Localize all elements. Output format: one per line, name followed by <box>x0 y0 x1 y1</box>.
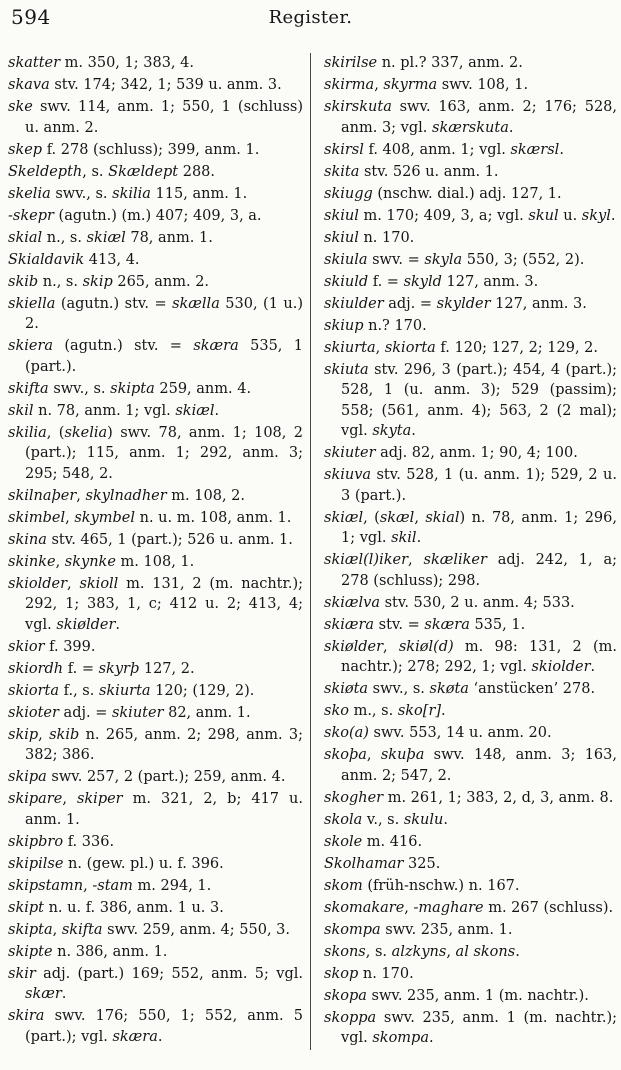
index-entry: skoþa, skuþa swv. 148, anm. 3; 163, anm. 2; 547, 2. <box>324 747 617 784</box>
index-entry: skir adj. (part.) 169; 552, anm. 5; vgl. skær. <box>8 965 303 1002</box>
index-entry: skioter adj. = skiuter 82, anm. 1. <box>8 704 251 721</box>
index-entry: skatter m. 350, 1; 383, 4. <box>8 55 194 71</box>
index-entry: skelia swv., s. skilia 115, anm. 1. <box>8 185 248 202</box>
index-entry: skomakare, -maghare m. 267 (schluss). <box>324 899 614 916</box>
index-entry: skimbel, skymbel n. u. m. 108, anm. 1. <box>8 509 292 526</box>
page-title: Register. <box>268 7 353 28</box>
index-entry: skep f. 278 (schluss); 399, anm. 1. <box>8 141 260 158</box>
index-entry: sko(a) swv. 553, 14 u. anm. 20. <box>324 725 552 741</box>
index-entry: skava stv. 174; 342, 1; 539 u. anm. 3. <box>8 77 282 93</box>
index-entry: skipilse n. (gew. pl.) u. f. 396. <box>8 855 224 872</box>
index-entry: skipare, skiper m. 321, 2, b; 417 u. anm. 1. <box>8 791 303 828</box>
index-entry: skira swv. 176; 550, 1; 552, anm. 5 (part.); vgl. skæra. <box>8 1008 303 1045</box>
index-entry: skiera (agutn.) stv. = skæra 535, 1 (part.). <box>8 338 303 375</box>
index-entry: skiuta stv. 296, 3 (part.); 454, 4 (part.); 528, 1 (u. anm. 3); 529 (passim); 558; (561, anm. 4); 563, 2 (2 mal); vgl. skyta. <box>324 361 617 439</box>
index-entry: skilia, (skelia) swv. 78, anm. 1; 108, 2 (part.); 115, anm. 1; 292, anm. 3; 295; 548, 2. <box>8 424 303 482</box>
index-entry: skoppa swv. 235, anm. 1 (m. nachtr.); vgl. skompa. <box>324 1009 617 1046</box>
index-entry: skina stv. 465, 1 (part.); 526 u. anm. 1. <box>8 531 293 548</box>
index-entry: skil n. 78, anm. 1; vgl. skiæl. <box>8 402 220 419</box>
index-entry: skiulder adj. = skylder 127, anm. 3. <box>324 295 587 312</box>
index-entry: skole m. 416. <box>324 833 423 850</box>
index-entry: ske swv. 114, anm. 1; 550, 1 (schluss) u. anm. 2. <box>8 99 303 136</box>
index-entry: skior f. 399. <box>8 638 96 655</box>
index-entry: skiolder, skioll m. 131, 2 (m. nachtr.); 292, 1; 383, 1, c; 412 u. 2; 413, 4; vgl. skiølder. <box>8 575 303 633</box>
index-entry: Skeldepth, s. Skældept 288. <box>8 163 216 180</box>
index-entry: skompa swv. 235, anm. 1. <box>324 921 513 938</box>
index-entry: skiurta, skiorta f. 120; 127, 2; 129, 2. <box>324 339 599 356</box>
index-entry: skiølder, skiøl(d) m. 98: 131, 2 (m. nachtr.); 278; 292, 1; vgl. skiolder. <box>324 638 617 675</box>
index-entry: skipa swv. 257, 2 (part.); 259, anm. 4. <box>8 769 286 785</box>
index-entry: skiordh f. = skyrþ 127, 2. <box>8 660 195 677</box>
index-entry: Skialdavik 413, 4. <box>8 251 140 268</box>
index-entry: skiælva stv. 530, 2 u. anm. 4; 533. <box>324 594 575 611</box>
index-entry: skial n., s. skiæl 78, anm. 1. <box>8 229 213 246</box>
index-entry: skirsl f. 408, anm. 1; vgl. skærsl. <box>324 141 564 158</box>
index-entry: skiul n. 170. <box>324 229 415 246</box>
index-entry: skifta swv., s. skipta 259, anm. 4. <box>8 380 252 397</box>
index-column-right <box>311 53 617 1050</box>
index-entry: sko m., s. sko[r]. <box>324 703 446 719</box>
index-entry: Skolhamar 325. <box>324 855 441 872</box>
index-entry: skipstamn, -stam m. 294, 1. <box>8 877 212 894</box>
index-entry: skiula swv. = skyla 550, 3; (552, 2). <box>324 251 585 268</box>
index-entry: skom (früh-nschw.) n. 167. <box>324 877 520 894</box>
index-entry: skiuter adj. 82, anm. 1; 90, 4; 100. <box>324 445 578 461</box>
index-entry: skilnaþer, skylnadher m. 108, 2. <box>8 487 245 504</box>
index-entry: skogher m. 261, 1; 383, 2, d, 3, anm. 8. <box>324 789 614 806</box>
page-header <box>0 0 621 45</box>
index-entry: skip, skib n. 265, anm. 2; 298, anm. 3; 382; 386. <box>8 726 304 763</box>
index-entry: skita stv. 526 u. anm. 1. <box>324 163 499 180</box>
index-entry: skons, s. alzkyns, al skons. <box>324 943 520 960</box>
index-column-left <box>8 53 311 1050</box>
index-entry: skiæl, (skæl, skial) n. 78, anm. 1; 296, 1; vgl. skil. <box>324 509 617 546</box>
index-entry: skiøta swv., s. skøta ‘anstücken’ 278. <box>324 681 596 697</box>
index-entry: skop n. 170. <box>324 965 414 982</box>
index-entry: skinke, skynke m. 108, 1. <box>8 553 195 570</box>
index-entry: skiæra stv. = skæra 535, 1. <box>324 616 526 633</box>
two-column-layout <box>0 45 621 1050</box>
index-entry: skiella (agutn.) stv. = skælla 530, (1 u.) 2. <box>8 295 303 332</box>
index-entry: skiæl(l)iker, skæliker adj. 242, 1, a; 278 (schluss); 298. <box>324 552 618 589</box>
index-entry: skib n., s. skip 265, anm. 2. <box>8 273 210 290</box>
index-entry: skopa swv. 235, anm. 1 (m. nachtr.). <box>324 987 589 1004</box>
index-entry: skiuld f. = skyld 127, anm. 3. <box>324 273 539 290</box>
index-entry: skirskuta swv. 163, anm. 2; 176; 528, anm. 3; vgl. skærskuta. <box>324 99 617 136</box>
index-entry: skiorta f., s. skiurta 120; (129, 2). <box>8 682 255 699</box>
index-entry: skirilse n. pl.? 337, anm. 2. <box>324 55 523 71</box>
index-entry: -skepr (agutn.) (m.) 407; 409, 3, a. <box>8 207 262 224</box>
index-entry: skipte n. 386, anm. 1. <box>8 943 168 960</box>
index-entry: skiul m. 170; 409, 3, a; vgl. skul u. skyl. <box>324 207 616 224</box>
index-entry: skipta, skifta swv. 259, anm. 4; 550, 3. <box>8 921 291 938</box>
index-entry: skola v., s. skulu. <box>324 811 448 828</box>
index-entry: skiup n.? 170. <box>324 317 427 334</box>
index-entry: skiugg (nschw. dial.) adj. 127, 1. <box>324 185 562 202</box>
index-entry: skiuva stv. 528, 1 (u. anm. 1); 529, 2 u. 3 (part.). <box>324 467 617 504</box>
page-number: 594 <box>11 5 51 29</box>
index-entry: skirma, skyrma swv. 108, 1. <box>324 77 529 93</box>
index-entry: skipbro f. 336. <box>8 833 115 850</box>
index-entry: skipt n. u. f. 386, anm. 1 u. 3. <box>8 899 224 916</box>
